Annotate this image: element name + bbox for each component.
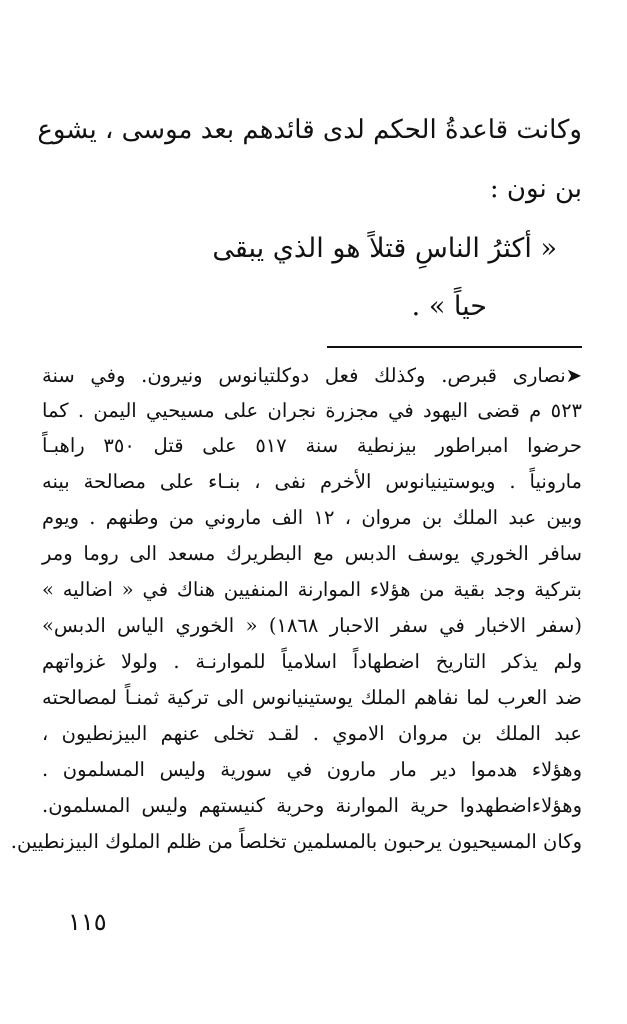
page-number: ١١٥ [68, 908, 107, 936]
footnote-line: وكان المسيحيون يرحبون بالمسلمين تخلصاً من ظلم الملوك البيزنطيين. [10, 830, 582, 853]
footnote-line: مارونياً . ويوستينيانوس الأخرم نفى ، بنـاء على مصالحة بينه [42, 470, 582, 493]
body-text-line-1: وكانت قاعدةُ الحكم لدى قائدهم بعد موسى ، يشوع [37, 115, 582, 145]
footnote-line: سافر الخوري يوسف الدبس مع البطريرك مسعد الى روما ومر [42, 542, 582, 565]
footnote-line: بتركية وجد بقية من هؤلاء الموارنة المنفيين هناك في « اضاليه » [42, 578, 582, 601]
footnote-line: ٥٢٣ م قضى اليهود في مجزرة نجران على مسيحيي اليمن . كما [42, 399, 583, 422]
footnote-line: (سفر الاخبار في سفر الاحبار ١٨٦٨) « الخوري الياس الدبس» [42, 614, 582, 637]
footnote-line: عبد الملك بن مروان الاموي . لقـد تخلى عنهم البيزنطيون ، [42, 722, 582, 745]
footnote-line: حرضوا امبراطور بيزنطية سنة ٥١٧ على قتل ٣٥٠ راهبـاً [42, 434, 582, 457]
footnote-line: وبين عبد الملك بن مروان ، ١٢ الف ماروني من وطنهم . ويوم [42, 506, 583, 529]
quote-line-1: « أكثرُ الناسِ قتلاً هو الذي يبقى [212, 233, 557, 264]
footnote-line: وهؤلاء هدموا دير مار مارون في سورية وليس المسلمون . [42, 758, 582, 781]
body-text-line-2: بن نون : [489, 174, 582, 204]
footnote-line: وهؤلاءاضطهدوا حرية الموارنة وحرية كنيستهم وليس المسلمون. [42, 794, 582, 817]
quote-line-2: حياً » . [411, 291, 487, 322]
footnote-line: ولم يذكر التاريخ اضطهاداً اسلامياً للموارنـة . ولولا غزواتهم [42, 650, 582, 673]
footnote-line: ضد العرب لما نفاهم الملك يوستينيانوس الى تركية ثمنـاً لمصالحته [42, 686, 582, 709]
footnote-line: ➤نصارى قبرص. وكذلك فعل دوكلتيانوس ونيرون. وفي سنة [42, 364, 582, 387]
footnote-separator [327, 346, 582, 348]
